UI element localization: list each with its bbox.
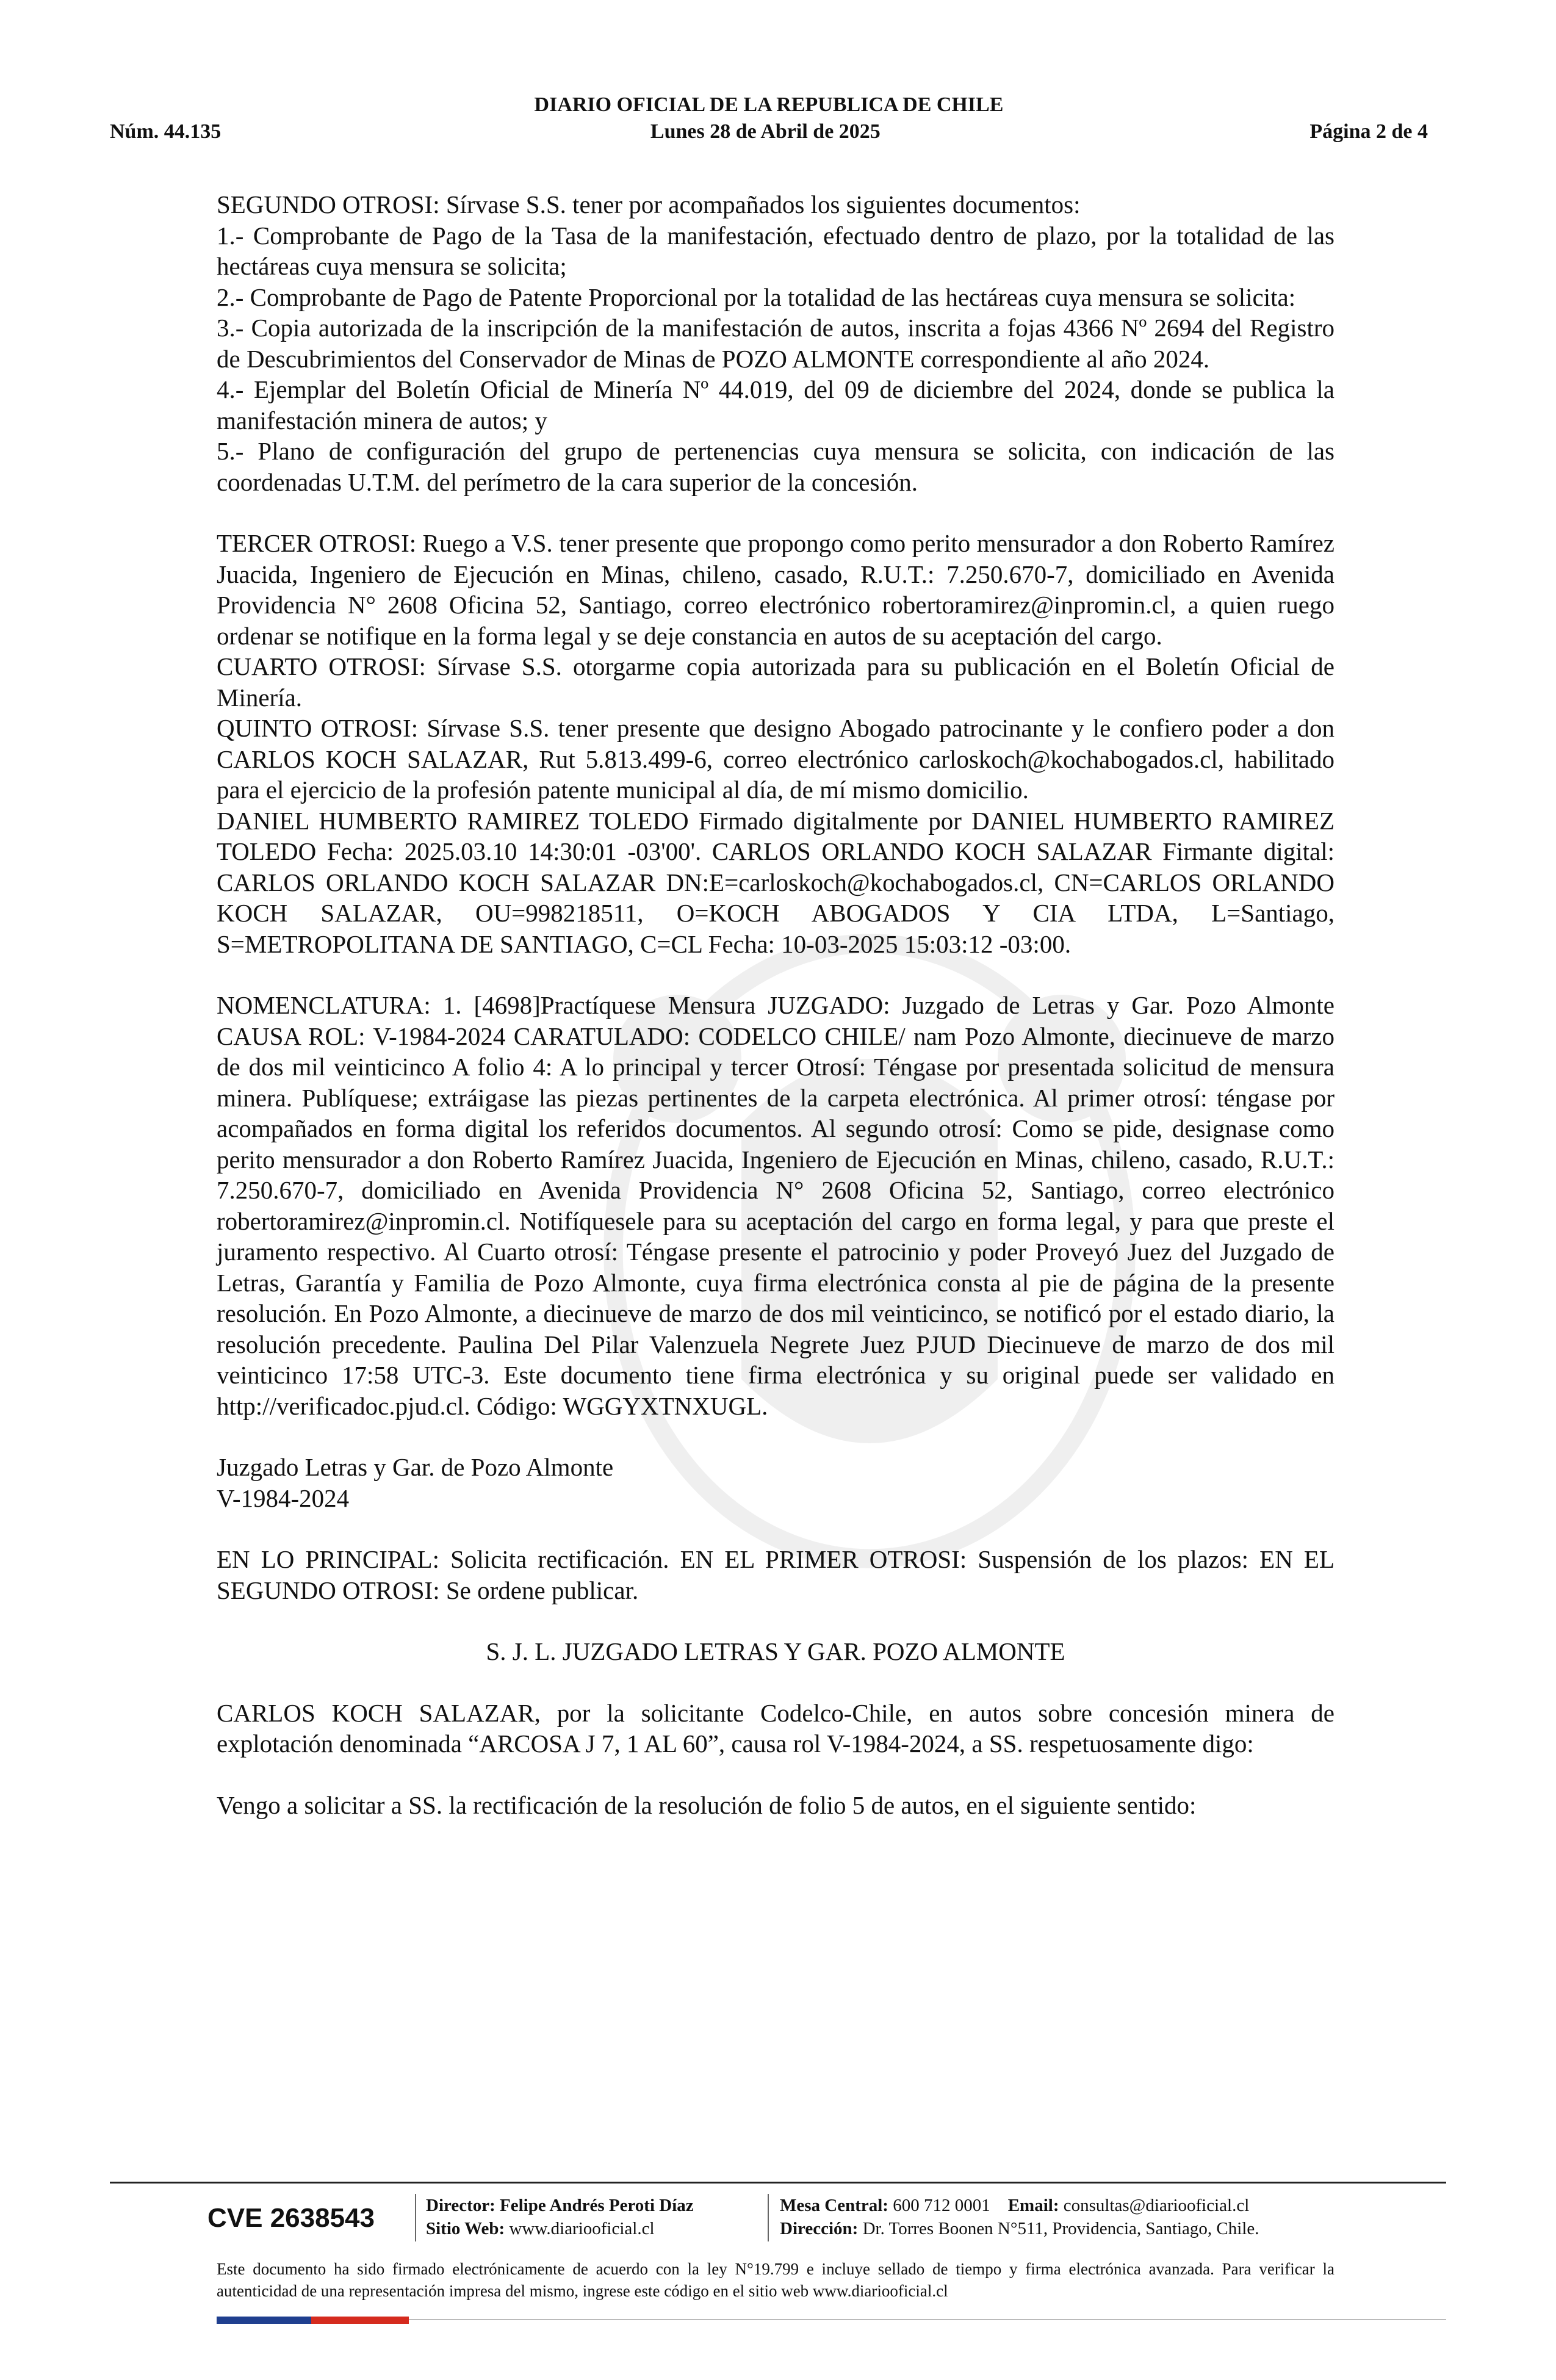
paragraph: NOMENCLATURA: 1. [4698]Practíquese Mensura JUZGADO: Juzgado de Letras y Gar. Pozo Almonte CAUSA ROL: V-1984-2024 CARATULADO: CODELCO CHILE/ nam Pozo Almonte, diecinueve de marzo de dos mil veinticinco A folio 4: A lo principal y tercer Otrosí: Téngase por presentada solicitud de mensura minera. Publíquese; extráigase las piezas pertinentes de la carpeta electrónica. Al primer otrosí: téngase por acompañados en forma digital los referidos documentos. Al segundo otrosí: Como se pide, designase como perito mensurador a don Roberto Ramírez Juacida, Ingeniero de Ejecución en Minas, chileno, casado, R.U.T.: 7.250.670-7, domiciliado en Avenida Providencia N° 2608 Oficina 52, Santiago, correo electrónico robertoramirez@inpromin.cl. Notifíquesele para su aceptación del cargo en forma legal, y para que preste el juramento respectivo. Al Cuarto otrosí: Téngase presente el patrocinio y poder Proveyó Juez del Juzgado de Letras, Garantía y Familia de Pozo Almonte, cuya firma electrónica consta al pie de página de la presente resolución. En Pozo Almonte, a diecinueve de marzo de dos mil veinticinco, se notificó por el estado diario, la resolución precedente. Paulina Del Pilar Valenzuela Negrete Juez PJUD Diecinueve de marzo de dos mil veinticinco 17:58 UTC-3. Este documento tiene firma electrónica y su original puede ser validado en http://verificadoc.pjud.cl. Código: WGGYXTNXUGL. [217, 991, 1334, 1420]
web-link[interactable]: www.diariooficial.cl [509, 2219, 655, 2238]
document-body [217, 189, 1334, 1820]
paragraph: EN LO PRINCIPAL: Solicita rectificación. EN EL PRIMER OTROSI: Suspensión de los plazos: EN EL SEGUNDO OTROSI: Se ordene publicar. [217, 1545, 1334, 1604]
paragraph: 2.- Comprobante de Pago de Patente Proporcional por la totalidad de las hectáreas cuya mensura se solicita: [217, 283, 1296, 311]
cve-code: CVE 2638543 [207, 2203, 375, 2233]
issue-date: Lunes 28 de Abril de 2025 [650, 120, 881, 143]
address-text: Dr. Torres Boonen N°511, Providencia, Santiago, Chile. [862, 2219, 1259, 2238]
email-link[interactable]: consultas@diariooficial.cl [1063, 2196, 1250, 2215]
flag-stripe-blue [217, 2317, 311, 2324]
footer-bottom-rule [409, 2319, 1446, 2320]
cve-box [207, 2194, 415, 2243]
paragraph: DANIEL HUMBERTO RAMIREZ TOLEDO Firmado digitalmente por DANIEL HUMBERTO RAMIREZ TOLEDO Fecha: 2025.03.10 14:30:01 -03'00'. CARLOS ORLANDO KOCH SALAZAR Firmante digital: CARLOS ORLANDO KOCH SALAZAR DN:E=carloskoch@kochabogados.cl, CN=CARLOS ORLANDO KOCH SALAZAR, OU=998218511, O=KOCH ABOGADOS Y CIA LTDA, L=Santiago, S=METROPOLITANA DE SANTIAGO, C=CL Fecha: 10-03-2025 15:03:12 -03:00. [217, 806, 1334, 958]
director-name: Felipe Andrés Peroti Díaz [500, 2196, 694, 2215]
paragraph: 5.- Plano de configuración del grupo de pertenencias cuya mensura se solicita, con indicación de las coordenadas U.T.M. del perímetro de la cara superior de la concesión. [217, 437, 1334, 496]
paragraph: V-1984-2024 [217, 1484, 350, 1512]
footer-director-block [426, 2194, 694, 2240]
paragraph: Vengo a solicitar a SS. la rectificación de la resolución de folio 5 de autos, en el siguiente sentido: [217, 1790, 1197, 1819]
mesa-label: Mesa Central: [780, 2196, 888, 2215]
flag-stripe-red [311, 2317, 409, 2324]
page-header [110, 92, 1428, 145]
paragraph: Juzgado Letras y Gar. de Pozo Almonte [217, 1453, 614, 1481]
address-label: Dirección: [780, 2219, 859, 2238]
director-label: Director: [426, 2196, 495, 2215]
publication-title: DIARIO OFICIAL DE LA REPUBLICA DE CHILE [534, 93, 1004, 116]
paragraph: SEGUNDO OTROSI: Sírvase S.S. tener por acompañados los siguientes documentos: [217, 190, 1081, 218]
footer-separator [768, 2194, 769, 2241]
paragraph: CUARTO OTROSI: Sírvase S.S. otorgarme copia autorizada para su publicación en el Boletín Oficial de Minería. [217, 652, 1334, 712]
email-label: Email: [1007, 2196, 1059, 2215]
page-number: Página 2 de 4 [1309, 120, 1428, 143]
mesa-phone: 600 712 0001 [893, 2196, 990, 2215]
court-heading: S. J. L. JUZGADO LETRAS Y GAR. POZO ALMONTE [486, 1637, 1065, 1665]
web-label: Sitio Web: [426, 2219, 505, 2238]
footer-divider [110, 2182, 1446, 2183]
paragraph: 4.- Ejemplar del Boletín Oficial de Minería Nº 44.019, del 09 de diciembre del 2024, donde se publica la manifestación minera de autos; y [217, 375, 1334, 435]
footer-contact-block [780, 2194, 1259, 2240]
paragraph: TERCER OTROSI: Ruego a V.S. tener presente que propongo como perito mensurador a don Roberto Ramírez Juacida, Ingeniero de Ejecución en Minas, chileno, casado, R.U.T.: 7.250.670-7, domiciliado en Avenida Providencia N° 2608 Oficina 52, Santiago, correo electrónico robertoramirez@inpromin.cl, a quien ruego ordenar se notifique en la forma legal y se deje constancia en autos de su aceptación del cargo. [217, 529, 1334, 650]
header-row [110, 118, 1428, 145]
paragraph: CARLOS KOCH SALAZAR, por la solicitante Codelco-Chile, en autos sobre concesión minera de explotación denominada “ARCOSA J 7, 1 AL 60”, causa rol V-1984-2024, a SS. respetuosamente digo: [217, 1698, 1334, 1758]
footer-separator [415, 2194, 416, 2241]
paragraph: 3.- Copia autorizada de la inscripción de la manifestación de autos, inscrita a fojas 4366 Nº 2694 del Registro de Descubrimientos del Conservador de Minas de POZO ALMONTE correspondiente al año 2024. [217, 314, 1334, 373]
paragraph: 1.- Comprobante de Pago de la Tasa de la manifestación, efectuado dentro de plazo, por la totalidad de las hectáreas cuya mensura se solicita; [217, 221, 1334, 280]
issue-number: Núm. 44.135 [110, 120, 222, 143]
legal-notice: Este documento ha sido firmado electrónicamente de acuerdo con la ley N°19.799 e incluye sellado de tiempo y firma electrónica avanzada. Para verificar la autenticidad de una representación impresa del mismo, ingrese este código en el sitio web www.diariooficial.cl [217, 2260, 1334, 2300]
paragraph: QUINTO OTROSI: Sírvase S.S. tener presente que designo Abogado patrocinante y le confiero poder a don CARLOS KOCH SALAZAR, Rut 5.813.499-6, correo electrónico carloskoch@kochabogados.cl, habilitado para el ejercicio de la profesión patente municipal al día, de mí mismo domicilio. [217, 714, 1334, 804]
